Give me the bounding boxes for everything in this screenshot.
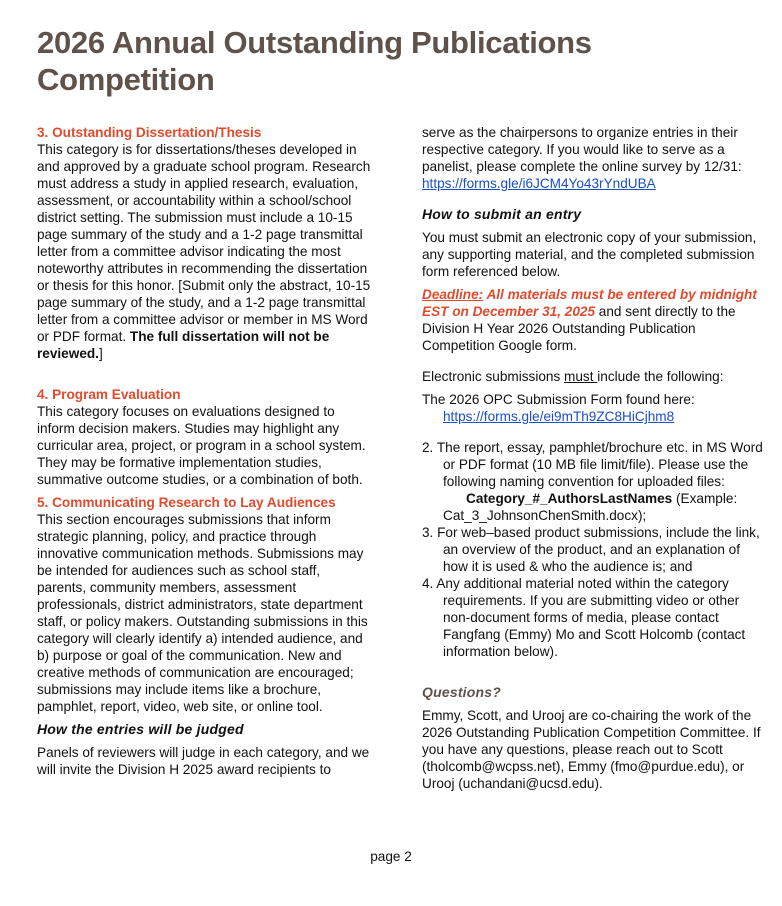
deadline-paragraph: Deadline: All materials must be entered by midnight EST on December 31, 2025 and sent directly to the Division H Year 2026 Outstanding Publication Competition Google form.: [422, 287, 757, 353]
page-number: page 2: [370, 849, 412, 864]
section-heading-lay-audiences: 5. Communicating Research to Lay Audiences: [37, 495, 336, 510]
requirements-intro: Electronic submissions must include the following:: [422, 369, 724, 384]
submission-form-link[interactable]: https://forms.gle/ei9mTh9ZC8HiCjhm8: [443, 409, 675, 424]
section-body-dissertation: This category is for dissertations/theses developed in and approved by a graduate school program. Research must address a study in applied research, evaluation, assessment, or accountability within a school/school district setting. The submission must include a 10-15 page summary of the study and a 1-2 page transmittal letter from a committee advisor indicating the most noteworthy attributes in recommending the dissertation or thesis for this honor. [Submit only the abstract, 10-15 page summary of the study, and a 1-2 page transmittal letter from a committee advisor or member in MS Word or PDF format. The full dissertation will not be reviewed.]: [37, 142, 371, 361]
requirement-item-3: 3. For web–based product submissions, include the link, an overview of the product, and an explanation of how it is used & who the audience is; and: [422, 525, 760, 574]
questions-body: Emmy, Scott, and Urooj are co-chairing the work of the 2026 Outstanding Publication Competition Committee. If you have any questions, please reach out to Scott (tholcomb@wcpss.net), Emmy (fmo@purdue.edu), or Urooj (uchandani@ucsd.edu).: [422, 708, 761, 791]
dissertation-note-bold: The full dissertation will not be reviewed.: [37, 329, 330, 361]
page-title: 2026 Annual Outstanding Publications Competition: [37, 25, 592, 97]
section-body-lay-audiences: This section encourages submissions that inform strategic planning, policy, and practice through innovative communication methods. Submissions may be intended for audiences such as school staff, parents, community members, assessment professionals, district administrators, state department staff, or policy makers. Outstanding submissions in this category will clearly identify a) intended audience, and b) purpose or goal of the communication. New and creative methods of communication are encouraged; submissions may include items like a brochure, pamphlet, report, video, web site, or online tool.: [37, 512, 368, 714]
panelist-survey-link[interactable]: https://forms.gle/i6JCM4Yo43rYndUBA: [422, 176, 656, 191]
judging-body: Panels of reviewers will judge in each category, and we will invite the Division H 2025 award recipients to: [37, 745, 370, 777]
submit-heading: How to submit an entry: [422, 206, 582, 222]
questions-heading: Questions?: [422, 684, 502, 700]
naming-convention: Category_#_AuthorsLastNames (Example: Cat_3_JohnsonChenSmith.docx);: [443, 491, 738, 523]
submit-body: You must submit an electronic copy of your submission, any supporting material, and the completed submission form referenced below.: [422, 230, 757, 279]
section-heading-dissertation: 3. Outstanding Dissertation/Thesis: [37, 125, 262, 140]
naming-convention-pattern: Category_#_AuthorsLastNames: [466, 491, 673, 506]
left-column: [37, 124, 372, 778]
deadline-label: Deadline:: [422, 287, 484, 302]
right-column: [422, 124, 767, 792]
judging-heading: How the entries will be judged: [37, 721, 244, 737]
section-body-program-evaluation: This category focuses on evaluations designed to inform decision makers. Studies may highlight any curricular area, project, or program in a school system. They may be formative implementation studies, summative outcome studies, or a combination of both.: [37, 404, 366, 487]
deadline-text: All materials must be entered by midnight EST on December 31, 2025: [422, 287, 757, 319]
submission-form-text: The 2026 OPC Submission Form found here:: [422, 392, 695, 407]
section-heading-program-evaluation: 4. Program Evaluation: [37, 387, 181, 402]
requirement-item-4: 4. Any additional material noted within the category requirements. If you are submitting video or other non-document forms of media, please contact Fangfang (Emmy) Mo and Scott Holcomb (contact information below).: [422, 576, 746, 659]
requirement-item-2: 2. The report, essay, pamphlet/brochure etc. in MS Word or PDF format (10 MB file limit/file). Please use the following naming convention for uploaded files:: [422, 440, 763, 489]
judging-body-continued: serve as the chairpersons to organize entries in their respective category. If you would like to serve as a panelist, please complete the online survey by 12/31:: [422, 125, 742, 174]
